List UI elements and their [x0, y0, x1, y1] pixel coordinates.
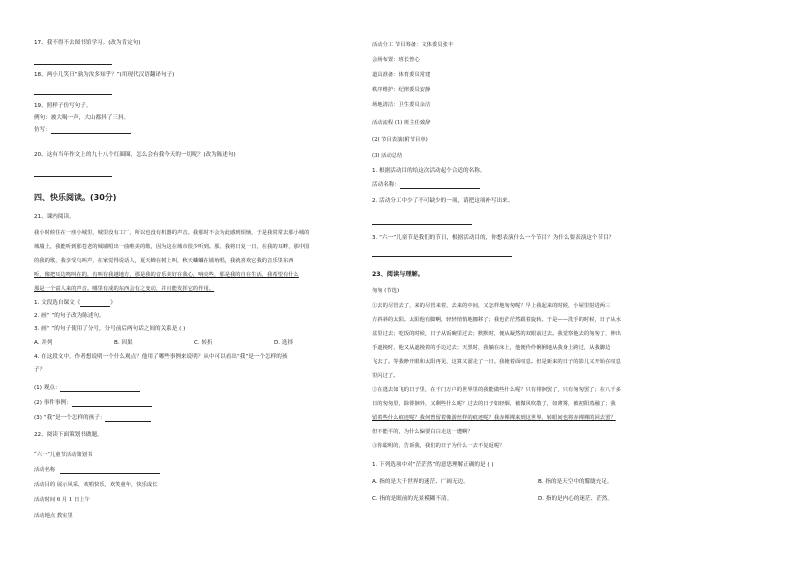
plan-props: 道具准备：体育委员常建: [372, 72, 431, 78]
reading-question-1: 1. 文段选自课文《 》: [34, 300, 116, 306]
reading-question-4: 4. 在这段文中，作者想说明一个什么观点？他用了哪些事例来说明？从中可以看出“我”是一个怎样的孩: [34, 354, 288, 360]
plan-process-2: (2) 节目表演(附节目单): [372, 137, 428, 143]
section-4-heading: 四、快乐阅读。(30分): [34, 193, 117, 202]
answer-blank-19[interactable]: [51, 127, 131, 134]
option-c[interactable]: C. 转折: [194, 340, 213, 346]
answer-blank-viewpoint[interactable]: [60, 385, 140, 392]
answer-line-plan-2[interactable]: [372, 224, 472, 225]
question-19-example: 例句：被大喝一声，大山都抖了三抖。: [34, 115, 130, 121]
answer-blank-examples[interactable]: [72, 400, 152, 407]
passage-line: 飞去了。等我睁开眼和太阳再见，这算又溜走了一日。我掩着面叹息。但是新来的日子的影儿又开始在叹息: [372, 359, 621, 365]
passage-line: 留着些什么痕迹呢？我何曾留着像游丝样的痕迹呢？我赤裸裸来到这世界，转眼间也将赤裸裸的回去罢？: [372, 415, 616, 421]
plan-question-1-answer: 活动名称：: [372, 182, 480, 189]
passage-line: 里闪过了。: [372, 373, 399, 379]
question-19: 19、照样子仿写句子。: [34, 103, 92, 109]
reading-question-4-cont: 子？: [34, 367, 46, 373]
q4-viewpoint: (1) 观点：: [34, 385, 140, 392]
reading-question-2: 2. 画“ ”的句子改为陈述句。: [34, 313, 105, 319]
q4-examples: (2) 事件事例：: [34, 400, 152, 407]
plan-process-1: 活动流程 (1) 班主任致辞: [372, 120, 431, 126]
question-17: 17、我不得不去图书馆学习。(改为肯定句): [34, 40, 141, 46]
answer-blank-child[interactable]: [105, 415, 151, 422]
passage-line: 盆里过去；吃饭的时候，日子从饭碗里过去；默默时，便从凝然的双眼前过去。我觉察他去的匆匆了，伸出: [372, 331, 621, 337]
plan-process-3: (3) 活动总结: [372, 153, 403, 159]
passage-line: 城墙上，我能听到那苍老的城墙唱出一曲唯美的歌，因为这在城市很少听到。那，我将日复一日，在我的耳畔，那中国: [34, 244, 310, 250]
plan-purpose: 活动目的 展示风采，欢唱快乐，欢笑童年，快乐成长: [34, 482, 158, 488]
plan-name: 活动名称: [34, 467, 160, 474]
option-c[interactable]: C. 指的是眼前的光景模糊不清。: [372, 496, 453, 502]
question-22: 22、阅读下面策划书做题。: [34, 432, 103, 438]
question-18: 18、两小儿笑曰“孰为汝多知乎？”(用现代汉语翻译句子): [34, 72, 175, 78]
reading-question-3: 3. 画“ ”的句子使用了分号，分号前后两句话之间的关系是 ( ): [34, 326, 186, 332]
passage-line: 那是一个富人来的声音。哪里有成的东西会有之变动，并且能发挥它的作用。: [34, 286, 215, 292]
option-d[interactable]: D. 指的是内心的迷茫、茫然。: [538, 496, 613, 502]
option-a[interactable]: A. 指的是大千世界的迷茫、广阔无边。: [372, 479, 469, 485]
passage-line: 我小时候住在一座小城里，城里没有工厂，所以也没有机器的声音。我那时不会为此感到烦恼，于是我常常去那小城的: [34, 230, 310, 236]
option-d[interactable]: D. 选择: [274, 340, 294, 346]
option-b[interactable]: B. 指的是天空中的朦胧充足。: [538, 479, 613, 485]
plan-question-2: 2. 活动分工中少了不可缺少的一项，请把这项补写出来。: [372, 198, 514, 204]
passage-line: 但不能平的，为什么偏要白白走这一遭啊？: [372, 429, 473, 435]
passage-line: 的我的歌，我享受乌叫声，在家觉得说话人，夏天蝉在树上叫，秋天蛐蛐在墙角唱，我就喜欢它我的音乐里东西: [34, 258, 294, 264]
passage-line: 方斜斜的太阳。太阳他有脚啊，轻轻悄悄地挪移了；我也茫茫然跟着旋转。于是——洗手的时候，日子从水: [372, 317, 621, 323]
passage-line: 手遮挽时，他又从遮挽着的手边过去；天黑时，我躺在床上，他便伶伶俐俐地从我身上跨过，从我脚边: [372, 345, 611, 351]
answer-blank-plan-name[interactable]: [60, 467, 160, 474]
question-21: 21、课内阅读。: [34, 214, 75, 220]
passage-line: ②在逃去如飞的日子里，在千门万户的世界里的我能做些什么呢？只有徘徊罢了，只有匆匆罢了；在八千多: [372, 387, 621, 393]
plan-order: 秩序维护：纪律委员安静: [372, 87, 431, 93]
passage-title: 匆匆 (节选): [372, 288, 400, 294]
passage-line: 听，像把耳边鸣叫在的，有叫有我越地方，那是我的音乐美好在我心，响亮些，那是我的自在生活，我希望有什么: [34, 272, 299, 278]
question-23: 23、阅读与理解。: [372, 271, 424, 278]
q4-child: (3) “我”是一个怎样的孩子：: [34, 415, 151, 422]
answer-line-plan-3[interactable]: [372, 256, 512, 257]
answer-blank-r1[interactable]: [80, 300, 110, 307]
option-b[interactable]: B. 因果: [114, 340, 133, 346]
plan-question-1: 1. 根据活动目的给这次活动起个合适的名称。: [372, 168, 486, 174]
question-20: 20、这有当年作文上的九十八个红圈圈，怎么会有我今天的一切呢？(改为陈述句): [34, 152, 236, 158]
plan-division: 活动分工 节目筹备：文体委员张丰: [372, 42, 454, 48]
plan-place: 活动地点 教室里: [34, 513, 73, 519]
plan-time: 活动时间 6 月 1 日上午: [34, 497, 90, 503]
plan-question-3: 3. “六一”儿童节是我们的节日，根据活动目的，你想表演什么一个节目？为什么要表演这个节目？: [372, 235, 615, 241]
imitate-label: 仿写：: [34, 127, 51, 133]
answer-line-18[interactable]: [34, 94, 112, 95]
plan-title: “六一”儿童节活动策划书: [34, 452, 93, 458]
passage-line: ③你聪明的，告诉我，我们的日子为什么一去不复返呢？: [372, 443, 505, 449]
plan-cleaning: 场地清洁：卫生委员余洁: [372, 102, 431, 108]
comprehension-question-1: 1. 下列选项中对“茫茫然”的意思理解正确的是 ( ): [372, 462, 494, 468]
passage-line: 日的匆匆里，除徘徊外，又剩些什么呢？过去的日子如轻烟，被微风吹散了，如薄雾，被初阳蒸融了；我: [372, 401, 616, 407]
answer-line-17[interactable]: [34, 64, 112, 65]
passage-line: ①去的尽管去了，来的尽管来着，去来的中间，又怎样地匆匆呢？早上我起来的时候，小屋里射进两三: [372, 303, 611, 309]
option-a[interactable]: A. 并列: [34, 340, 53, 346]
plan-venue: 会场布置：班长曾心: [372, 57, 420, 63]
answer-blank-activity-name[interactable]: [400, 182, 480, 189]
question-19-imitate: [34, 127, 131, 134]
answer-line-20[interactable]: [34, 176, 112, 177]
